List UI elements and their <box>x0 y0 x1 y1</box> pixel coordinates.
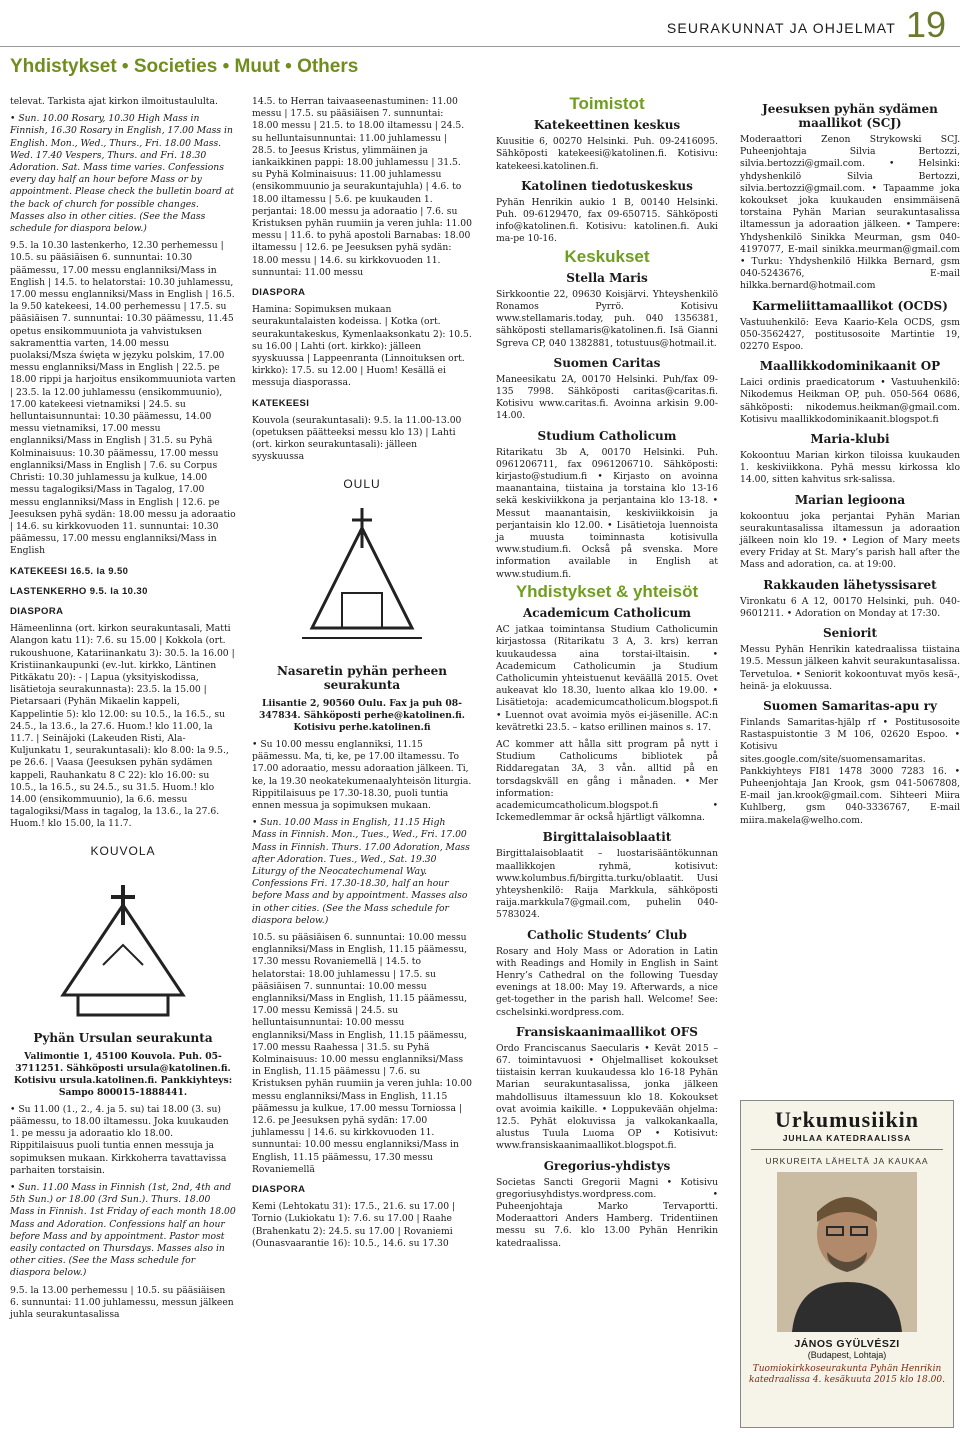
op-text: Laici ordinis praedicatorum • Vastuuhenkilö: Nikodemus Heikman OP, puh. 050-564 0686, sähköposti: nikodemus.heikman@gmail.com. Kotisivu maallikkodominikaanit.blogspot.fi <box>740 377 960 425</box>
intro-fi: televat. Tarkista ajat kirkon ilmoitustaululta. <box>10 96 218 107</box>
performer-photo <box>777 1172 917 1332</box>
ad-footer: Tuomiokirkkoseurakunta Pyhän Henrikin katedraalissa 4. kesäkuuta 2015 klo 18.00. <box>749 1364 945 1385</box>
parish-name: Nasaretin pyhän perheen seurakunta <box>276 663 448 692</box>
ac-text: AC jatkaa toimintansa Studium Catholicumin kirjastossa (Ritarikatu 3 A, 3. krs) kerran kuukaudessa aina torstai-iltaisin. • Academicum Catholicumin ja Studium Catholicumin yhteistuenut keväällä 2015. Ovet aukeavat klo 18.30, luento alkaa klo 19.00. • Lisätietoja: academicumcatholicum.blogspot.fi • Luennot ovat avoimia myös ei-jäsenille. AC:n kevätretki 23.5. – katso erillinen mainos s. 17. <box>496 624 718 733</box>
stc-title: Studium Catholicum <box>537 428 677 443</box>
toimistot-heading: Toimistot <box>569 94 645 113</box>
header-rule <box>0 46 960 47</box>
info-fi: • Su 10.00 messu englanniksi, 11.15 päämessu. Ma, ti, ke, pe 17.00 iltamessu. To 17.00 adoraatio, messu adoraation jälkeen. Ti, ke, la 19.30 neokatekumenaalyhteisön liturgia. Rippitilaisuus pe 17.30-18.30, puoli tuntia ennen messua ja sopimuksen mukaan. <box>252 738 472 811</box>
schedule-top: 14.5. to Herran taivaaseenastuminen: 11.00 messu | 17.5. su pääsiäisen 7. sunnuntai: 18.00 messu | 21.5. to 18.00 iltamessu | 24.5. su helluntaisunnuntai: 11.00 juhlamessu | 28.5. to Jeesus Kristus, ylimmäinen ja iankaikkinen pappi: 18.00 juhlamessu | 31.5. su Pyhä Kolminaisuus: 11.00 juhlamessu (ensikommuunio ja seurakuntajuhla) | 4.6. to 18.00 iltamessu | 5.6. pe kuukauden 1. perjantai: 18.00 messu ja adoraatio | 7.6. su Kristuksen pyhän ruumiin ja veren juhla: 11.00 messu | 11.6. to pyhä apostoli Barnabas: 18.00 iltamessu | 12.6. pe Jeesuksen pyhä sydän: 18.00 messu | 14.6. su kirkkovuoden 11. sunnuntai: 11.00 messu <box>252 96 472 278</box>
ss-title: Suomen Samaritas-apu ry <box>763 698 937 713</box>
diaspora-label: DIASPORA <box>252 287 306 299</box>
column-3 <box>496 96 718 1255</box>
ss-text: Finlands Samaritas-hjälp rf • Postitusosoite Rastaspuistontie 3 M 106, 02620 Espoo. • Kotisivu sites.google.com/site/suomensamaritas. Pankkiyhteys FI81 1478 3000 7283 16. • Puheenjohtaja Jan Krook, gsm 041-5067808, E-mail jan.krook@gmail.com. Sihteeri Miira Kuhlberg, gsm 040-3336767, E-mail miira.makela@welho.com. <box>740 716 960 826</box>
person-portrait-icon <box>777 1172 917 1332</box>
diaspora-list: Hamina: Sopimuksen mukaan seurakuntalaisten kodeissa. | Kotka (ort. seurakuntakeskus, Kymenlaaksonkatu 2): 10.5. su 16.00 | Lahti (ort. kirkko): jälleen syyskuussa | Lappeenranta (Linnoituksen ort. kirkko): 17.5. su 12.00 | Huom! Kesällä ei messuja diasporassa. <box>252 304 472 389</box>
bb-text: Birgittalaisoblaatit – luostarisääntökunnan maallikkojen ryhmä, kotisivut: www.kolumbus.fi/birgitta.turku/oblaatit. Uusi yhteyshenkilö: Raija Markkula, sähköposti raija.markkula7@gmail.com, puhelin 040-5783024. <box>496 848 718 921</box>
diaspora-label: DIASPORA <box>10 605 64 617</box>
header-right <box>667 6 946 44</box>
katekeesi-list: Kouvola (seurakuntasali): 9.5. la 11.00-13.00 (opetuksen päätteeksi messu klo 13) | Lahti (ort. kirkon seurakuntasali): jälleen syyskuussa <box>252 414 462 463</box>
city-kouvola: KOUVOLA <box>90 843 156 858</box>
gy-title: Gregorius-yhdistys <box>543 1158 671 1173</box>
performer-name: JÁNOS GYÜLVÉSZI <box>794 1338 900 1350</box>
rl-text: Vironkatu 6 A 12, 00170 Helsinki, puh. 040-9601211. • Adoration on Monday at 17:30. <box>740 595 960 619</box>
parish-contact: Valimontie 1, 45100 Kouvola. Puh. 05-3711251. Sähköposti ursula@katolinen.fi. Kotisivu ursula.katolinen.fi. Pankkiyhteys: Sampo 800015-1888441. <box>13 1050 233 1098</box>
sm-title: Stella Maris <box>566 270 648 285</box>
op-title: Maallikkodominikaanit OP <box>759 359 941 374</box>
column-4 <box>740 96 960 832</box>
lastenkerho: LASTENKERHO 9.5. la 10.30 <box>10 585 148 597</box>
column-2 <box>252 96 472 1255</box>
schedule: 10.5. su pääsiäisen 6. sunnuntai: 10.00 messu englanniksi/Mass in English, 11.15 päämessu, 17.30 messu Rovaniemellä | 14.5. to helatorstai: 18.00 juhlamessu | 17.5. su pääsiäisen 7. sunnuntai: 10.00 messu englanniksi/Mass in English, 11.15 päämessu, 17.00 messu Kemissä | 24.5. su helluntaisunnuntai: 10.00 messu englanniksi/Mass in English, 11.15 päämessu, 17.00 messu Raahessa | 31.5. su Pyhä Kolminaisuus: 10.00 messu englanniksi/Mass in English, 11.15 päämessu | 7.6. su Kristuksen pyhän ruumiin ja veren juhla: 10.00 messu englanniksi/Mass in English, 11.15 päämessu ja kulkue, 17.00 messu Torniossa | 12.6. pe Jeesuksen pyhä sydän: 17.00 juhlamessu | 14.6. su kirkkovuoden 11. sunnuntai: 10.00 messu englanniksi/Mass in English, 11.15 päämessu, 17.30 messu Rovaniemellä <box>252 931 472 1175</box>
parish-contact: Liisantie 2, 90560 Oulu. Fax ja puh 08-347834. Sähköposti perhe@katolinen.fi. Kotisivu perhe.katolinen.fi <box>259 697 465 733</box>
sen-title: Seniorit <box>822 626 877 641</box>
ofs-title: Fransiskaanimaallikot OFS <box>516 1024 698 1039</box>
csc-text: Rosary and Holy Mass or Adoration in Latin with Readings and Homily in English in Saint Henry’s Cathedral on the following Tuesday evenings at 18.00: May 19. Afterwards, a nice get-together in the parish hall. Welcome! See: cschelsinki.wordpress.com. <box>496 945 718 1018</box>
stc-text: Ritarikatu 3b A, 00170 Helsinki. Puh. 0961206711, fax 0961206710. Sähköposti: kirjasto@studium.fi • Kirjasto on avoinna maanantaina, tiistaina ja torstaina klo 13-16 sekä keskiviikkona ja perjantaina klo 13-18. • Messut maanantaisin, keskiviikkoisin ja perjantaisin klo 12.00. • Lisätietoja luennoista ja muusta toiminnasta kotisivulla www.studium.fi. Också på svenska. More information available in English at www.studium.fi. <box>496 446 718 580</box>
bb-title: Birgittalaisoblaatit <box>542 830 672 845</box>
ocds-title: Karmeliittamaallikot (OCDS) <box>752 298 948 313</box>
info-en: • Sun. 10.00 Mass in English, 11.15 High Mass in Finnish. Mon., Tues., Wed., Fri. 17.00 Mass in Finnish. Thurs. 17.00 Adoration, Mass after Adoration. Tues., Wed., Sat. 19.30 Liturgy of the Neocatechumenal Way. Confessions Fri. 17.30-18.30, half an hour before Mass and by appointment. Masses also in other cities. (See the Mass schedule for diaspora below.) <box>252 817 470 926</box>
gy-text: Societas Sancti Gregorii Magni • Kotisivu gregoriusyhdistys.wordpress.com. • Puheenjohtaja Marko Tervaportti. Moderaattori Anders Hamberg. Tridentiinen messu su 7.6. klo 13.00 Pyhän Henrikin katedraalissa. <box>496 1176 718 1249</box>
kt-text: Pyhän Henrikin aukio 1 B, 00140 Helsinki. Puh. 09-6129470, fax 09-650715. Sähköposti info@katolinen.fi. Kotisivu: katolinen.fi. Auki ma-pe 10-16. <box>496 196 718 245</box>
tail-schedule: 9.5. la 13.00 perhemessu | 10.5. su pääsiäisen 6. sunnuntai: 11.00 juhlamessu, messun jälkeen juhla seurakuntasalissa <box>10 1284 234 1321</box>
csc-title: Catholic Students’ Club <box>527 927 687 942</box>
ofs-text: Ordo Franciscanus Saecularis • Kevät 2015 – 67. toimintavuosi • Ohjelmalliset kokoukset tiistaisin kerran kuukaudessa klo 16-18 Pyhän Marian seurakuntasalissa, jonka jälkeen mahdollisuus iltamessuun klo 18. Kokoukset ovat avoimia kaikille. • Loppukevään ohjelma: 12.5. Pyhät elokuvissa ja valkokankaalla, alustus Tuula Luoma OP • Kotisivut: www.fransiskaanimaallikot.blogspot.fi. <box>496 1042 718 1152</box>
ad-divider <box>751 1149 943 1150</box>
sm-text: Sirkkoontie 22, 09630 Koisjärvi. Yhteyshenkilö Ronamos Pyrrö. Kotisivu www.stellamaris.today, puh. 040 1356381, sähköposti stellamaris@katolinen.fi. Isä Gianni Sgreva CP, 040 1382881, totustuus@hotmail.it. <box>496 288 718 349</box>
info-en: • Sun. 11.00 Mass in Finnish (1st, 2nd, 4th and 5th Sun.) or 18.00 (3rd Sun.). Thurs. 18.00 Mass in Finnish. 1st Friday of each month 18.00 Mass and Adoration. Confessions half an hour before Mass and by appointment. Pastor most easily contacted on Thursdays. Masses also in other cities. (See the Mass schedule for diaspora below.) <box>10 1182 236 1279</box>
performer-location: (Budapest, Lohtaja) <box>807 1350 887 1360</box>
sc-text: Maneesikatu 2A, 00170 Helsinki. Puh/fax 09-135 7998. Sähköposti caritas@caritas.fi. Kotisivu www.caritas.fi. Avoinna arkisin 9.00-14.00. <box>496 373 718 422</box>
page-title: Yhdistykset • Societies • Muut • Others <box>10 56 359 77</box>
ml-title: Marian legioona <box>794 492 906 507</box>
kk-text: Kuusitie 6, 00270 Helsinki. Puh. 09-2416095. Sähköposti katekeesi@katolinen.fi. Kotisivu: katekeesi.katolinen.fi. <box>496 136 718 172</box>
sen-text: Messu Pyhän Henrikin katedraalissa tiistaina 19.5. Messun jälkeen kahvit seurakuntasalissa. Tervetuloa. • Seniorit kokoontuvat myös kesä-, heinä- ja elokuussa. <box>740 644 960 692</box>
diaspora2-list: Kemi (Lehtokatu 31): 17.5., 21.6. su 17.00 | Tornio (Lukiokatu 1): 7.6. su 17.00 | Raahe (Brahenkatu 2): 24.5. su 17.00 | Rovaniemi (Ounasvaarantie 16): 10.5., 14.6. su 17.30 <box>252 1201 456 1249</box>
diaspora-list: Hämeenlinna (ort. kirkon seurakuntasali, Matti Alangon katu 11): 7.6. su 15.00 | Kokkola (ort. rukoushuone, Katariinankatu 3): 30.5. la 16.00 | Kristiinankaupunki (ev.-lut. kirkko, Läntinen Pitkäkatu 20): - | Lapua (yksityiskodissa, lisätietoja seurakunnasta): 23.5. la 15.00 | Pietarsaari (Pyhän Mikaelin kappeli, Kappelintie 5): klo 12.00: su 10.5., la 16.5., su 24.5., la 13.6., la 27.6. Huom.! klo 11.00, la 11.7. | Seinäjoki (Lakeuden Risti, Ala-Kuljunkatu 1, seurakuntasali): klo 8.00: la 9.5., pe 26.6. | Vaasa (Jeesuksen pyhän sydämen kappeli, Rauhankatu 8 C 22): klo 16.00: su 10.5., la 16.5., su 24.5., su 31.5. Huom.! klo 14.00 (ensikommuunio), la 6.6. messu tagalogiksi/Mass in tagalog, la 13.6., la 27.6. Huom.! klo 15.00, la 11.7. <box>10 623 235 830</box>
concert-advertisement <box>740 1100 954 1428</box>
section-label: SEURAKUNNAT JA OHJELMAT <box>666 20 896 36</box>
ad-subtitle: JUHLAA KATEDRAALISSA <box>782 1133 912 1143</box>
schedule: 9.5. la 10.30 lastenkerho, 12.30 perhemessu | 10.5. su pääsiäisen 6. sunnuntai: 10.30 päämessu, 17.00 messu englanniksi/Mass in English | 14.5. to helatorstai: 10.30 juhlamessu, 17.00 messu englanniksi/Mass in English | 16.5. la 9.50 katekeesi, 14.00 perhemessu | 17.5. su pääsiäisen 7. sunnuntai: 10.30 päämessu, 11.45 opetus ensikommuuniota ja vahvistuksen sakramenttia varten, 14.00 messu puolaksi/Msza święta w języku polskim, 17.00 messu englanniksi/Mass in English | 22.5. pe 18.00 rippi ja harjoitus ensikommuuniota varten | 23.5. la 12.00 juhlamessu (ensikommuunio), 17.00 katekeesi vietnamiksi | 24.5. su helluntaisunnuntai: 10.30 päämessu, 14.00 messu vietnamiksi, 17.00 messu englanniksi/Mass in English | 31.5. su Pyhä Kolminaisuus: 10.30 päämessu, 17.00 messu englanniksi/Mass in English | 7.6. su Corpus Christi: 10.30 juhlamessu ja kulkue, 14.00 messu tagalogiksi/Mass in Tagalog, 17.00 messu englanniksi/Mass in English | 12.6. pe Jeesuksen pyhä sydän: 18.00 messu ja adoraatio | 14.6. su kirkkovuoden 11. sunnuntai: 10.30 päämessu, 17.00 messu englanniksi/Mass in English <box>10 240 236 557</box>
katekeesi-label: KATEKEESI <box>252 397 310 409</box>
page-number: 19 <box>905 4 946 45</box>
yhdistykset-heading: Yhdistykset & yhteisöt <box>515 581 699 601</box>
column-1 <box>10 96 236 1326</box>
church-logo-icon <box>282 498 442 658</box>
kt-title: Katolinen tiedotuskeskus <box>521 178 693 193</box>
ml-text: kokoontuu joka perjantai Pyhän Marian seurakuntasalissa iltamessun ja adoraation jälkeen noin klo 19. • Legion of Mary meets every Friday at St. Mary’s parish hall after the Mass and adoration, ca. at 19:00. <box>740 510 960 571</box>
church-logo-icon <box>43 865 203 1025</box>
rl-title: Rakkauden lähetyssisaret <box>763 577 937 592</box>
parish-name: Pyhän Ursulan seurakunta <box>33 1030 213 1045</box>
kk-title: Katekeettinen keskus <box>533 118 681 133</box>
katekeesi: KATEKEESI 16.5. la 9.50 <box>10 565 129 577</box>
ac-sv: AC kommer att hålla sitt program på nytt i Studium Catholicums bibliotek på Riddaregatan 3A, 3 vån. alltid på en torsdagskväll en gång i månaden. • Mer information: academicumcatholicum.blogspot.fi • Ickemedlemmar är också hjärtligt välkomna. <box>496 738 718 824</box>
page-header <box>0 0 960 90</box>
diaspora2-label: DIASPORA <box>252 1184 306 1195</box>
sch-text: Moderaattori Zenon Strykowski SCJ. Puheenjohtaja Silvia Bertozzi, silvia.bertozzi@gmail.com. • Helsinki: yhdyshenkilö Silvia Bertozzi, silvia.bertozzi@gmail.com. • Tapaamme joka kokoukset joka kuukauden ensimmäisenä torstaina Pyhän Marian seurakuntasalissa iltamessun ja adoraation jälkeen. • Tampere: Yhdyshenkilö Sinikka Meurman, gsm 040-4197077, E-mail sinikka.meurman@gmail.com • Turku: Yhdyshenkilö Hilkka Bernard, gsm 040-5243676, E-mail hilkka.bernard@hotmail.com <box>740 134 960 292</box>
mk-title: Maria-klubi <box>810 432 890 447</box>
ac-title: Academicum Catholicum <box>522 606 692 621</box>
ad-tagline: URKUREITA LÄHELTÄ JA KAUKAA <box>765 1156 929 1166</box>
sc-title: Suomen Caritas <box>553 355 661 370</box>
info-fi: • Su 11.00 (1., 2., 4. ja 5. su) tai 18.00 (3. su) päämessu, to 18.00 iltamessu. Joka kuukauden 1. pe messu ja adoraatio klo 18.00. Rippitilaisuus puoli tuntia ennen messuja ja sopimuksen mukaan. Kirkkoherra tavattavissa parhaiten torstaisin. <box>10 1103 229 1176</box>
ocds-text: Vastuuhenkilö: Eeva Kaario-Kela OCDS, gsm 050-3562427, postitusosoite Martintie 19, 02270 Espoo. <box>740 316 960 353</box>
intro-en: • Sun. 10.00 Rosary, 10.30 High Mass in Finnish, 16.30 Rosary in English, 17.00 Mass in English. Mon., Wed., Thurs., Fri. 18.00 Mass. Wed. 17.40 Vespers, Thurs. and Fri. 18.30 Adoration. Sat. Mass time varies. Confessions every day half an hour before Mass or by appointment. Please check the bulletin board at the back of church for possible changes. Masses also in other cities. (See the Mass schedule for diaspora below.) <box>10 113 234 235</box>
city-oulu: OULU <box>343 476 381 491</box>
keskukset-heading: Keskukset <box>564 246 650 266</box>
ad-title: Urkumusiikin <box>774 1107 920 1132</box>
mk-text: Kokoontuu Marian kirkon tiloissa kuukauden 1. keskiviikkona. Pyhä messu kirkossa klo 14.00, sitten kahvitus srk-salissa. <box>740 450 960 486</box>
sch-title: Jeesuksen pyhän sydämen maallikot (SCJ) <box>762 102 938 130</box>
